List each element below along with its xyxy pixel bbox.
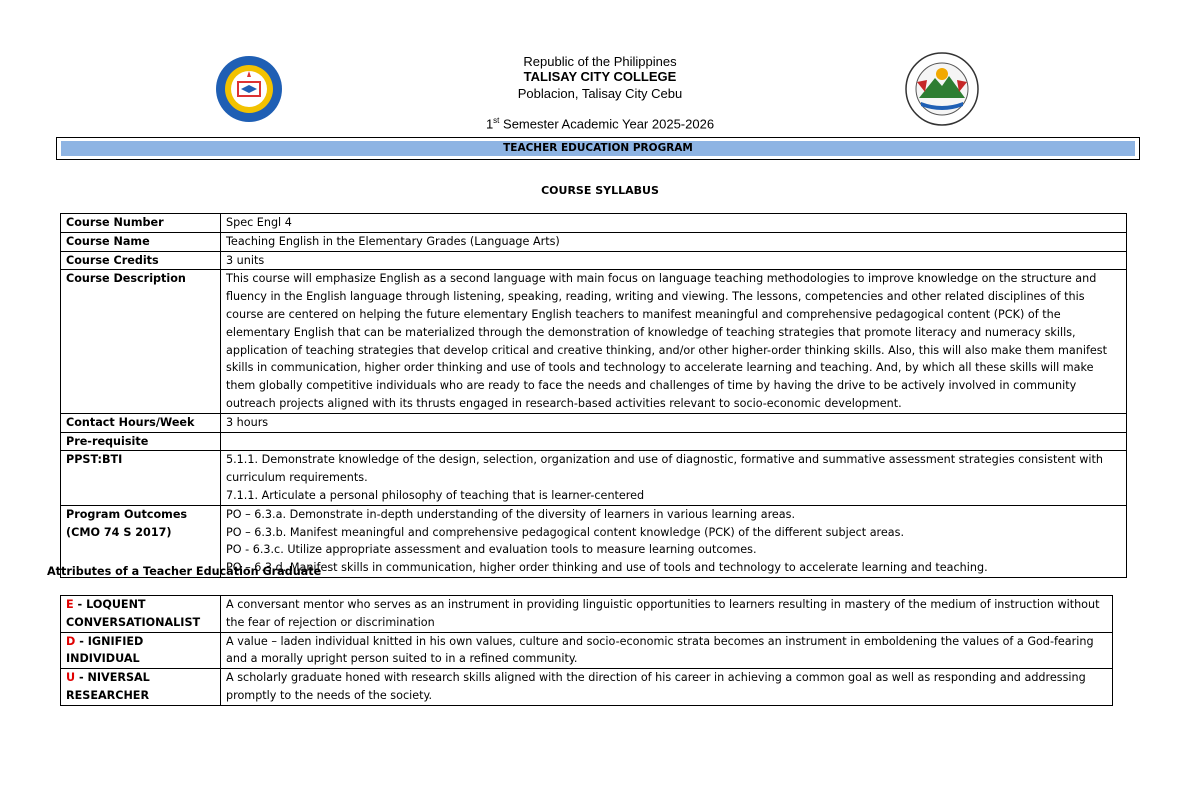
attribute-text: A scholarly graduate honed with research skills aligned with the direction of his career in achieving a common goal as well as responding and addressing promptly to the needs of the society. <box>221 669 1113 706</box>
table-row <box>61 432 1127 451</box>
program-outcome-item: PO – 6.3.b. Manifest meaningful and comprehensive pedagogical content knowledge (PCK) of the different subject areas. <box>226 525 905 539</box>
program-outcome-item: PO – 6.3.a. Demonstrate in-depth understanding of the diversity of learners in various learning areas. <box>226 507 796 521</box>
table-row <box>61 214 1127 233</box>
course-description-value: This course will emphasize English as a second language with main focus on language teaching methodologies to improve knowledge on the structure and fluency in the English language through listening, speaking, reading, writing and viewing. The lessons, competencies and other related disciplines of this course are centered on helping the future elementary English teachers to manifest meaningful and comprehensive pedagogical content (PCK) of the elementary English that can be materialized through the demonstration of knowledge of teaching strategies that promote literacy and numeracy skills, application of teaching strategies that develop critical and creative thinking, and/or other higher-order thinking skills. Also, this will also make them manifest skills in communication, higher order thinking and use of tools and technology to accelerate learning and teaching. And, by which all these skills will make them globally competitive individuals who are ready to face the needs and challenges of time by having the drive to be actively involved in community outreach projects aligned with its thrusts engaged in research-based activities relevant to socio-economic development. <box>221 270 1127 413</box>
semester-line <box>0 116 1200 131</box>
program-outcomes-value <box>221 505 1127 577</box>
attribute-text: A conversant mentor who serves as an instrument in providing linguistic opportunities to learners resulting in mastery of the medium of instruction without the fear of rejection or discrimination <box>221 596 1113 633</box>
attribute-letter: D <box>66 634 76 648</box>
contact-hours-label: Contact Hours/Week <box>61 413 221 432</box>
attribute-letter: U <box>66 671 76 685</box>
table-row <box>61 232 1127 251</box>
college-name: TALISAY CITY COLLEGE <box>523 69 677 84</box>
table-row <box>61 669 1113 706</box>
course-credits-value: 3 units <box>221 251 1127 270</box>
attribute-label-rest: - IGNIFIED INDIVIDUAL <box>66 634 144 666</box>
table-row <box>61 596 1113 633</box>
semester-ordinal: 1 <box>485 116 494 132</box>
table-row <box>61 632 1113 669</box>
course-description-label: Course Description <box>61 270 221 413</box>
table-row <box>61 413 1127 432</box>
table-row <box>61 251 1127 270</box>
semester-text: Semester Academic Year 2025-2026 <box>499 116 715 132</box>
program-outcomes-cmo: (CMO 74 S 2017) <box>66 525 172 539</box>
course-name-value: Teaching English in the Elementary Grades (Language Arts) <box>221 232 1127 251</box>
attribute-label <box>61 596 221 633</box>
table-row <box>61 270 1127 413</box>
program-outcomes-title: Program Outcomes <box>66 507 188 521</box>
attribute-label <box>61 632 221 669</box>
program-outcome-item: PO - 6.3.c. Utilize appropriate assessment and evaluation tools to measure learning outcomes. <box>226 543 757 557</box>
course-number-value: Spec Engl 4 <box>221 214 1127 233</box>
ppst-label: PPST:BTI <box>61 451 221 505</box>
ppst-item: 5.1.1. Demonstrate knowledge of the design, selection, organization and use of diagnostic, formative and summative assessment strategies consistent with curriculum requirements. <box>226 453 1103 485</box>
attribute-letter: E <box>66 598 74 611</box>
course-credits-label: Course Credits <box>61 251 221 270</box>
prerequisite-label: Pre-requisite <box>61 432 221 451</box>
course-name-label: Course Name <box>61 232 221 251</box>
attributes-table <box>60 595 1113 706</box>
republic-heading: Republic of the Philippines <box>523 54 677 69</box>
program-outcome-item: PO – 6.3.d. Manifest skills in communication, higher order thinking and use of tools and technology to accelerate learning and teaching. <box>226 561 988 575</box>
course-info-table <box>60 213 1127 578</box>
college-address: Poblacion, Talisay City Cebu <box>517 86 683 101</box>
attributes-title: Attributes of a Teacher Education Graduate <box>47 565 322 578</box>
attribute-label-rest: - NIVERSAL RESEARCHER <box>66 671 150 702</box>
attribute-text: A value – laden individual knitted in his own values, culture and socio-economic strata becomes an instrument in emboldening the values of a God-fearing and a morally upright person suited to in a refined community. <box>221 632 1113 669</box>
attribute-label <box>61 669 221 706</box>
program-bar <box>56 137 1140 160</box>
contact-hours-value: 3 hours <box>221 413 1127 432</box>
syllabus-title: COURSE SYLLABUS <box>541 184 659 197</box>
prerequisite-value <box>221 432 1127 451</box>
ppst-item: 7.1.1. Articulate a personal philosophy of teaching that is learner-centered <box>226 488 645 502</box>
attribute-label-rest: - LOQUENT CONVERSATIONALIST <box>66 598 201 629</box>
course-number-label: Course Number <box>61 214 221 233</box>
table-row <box>61 451 1127 505</box>
program-bar-label: TEACHER EDUCATION PROGRAM <box>61 141 1135 156</box>
ppst-value <box>221 451 1127 505</box>
semester-suffix: st <box>493 116 500 125</box>
